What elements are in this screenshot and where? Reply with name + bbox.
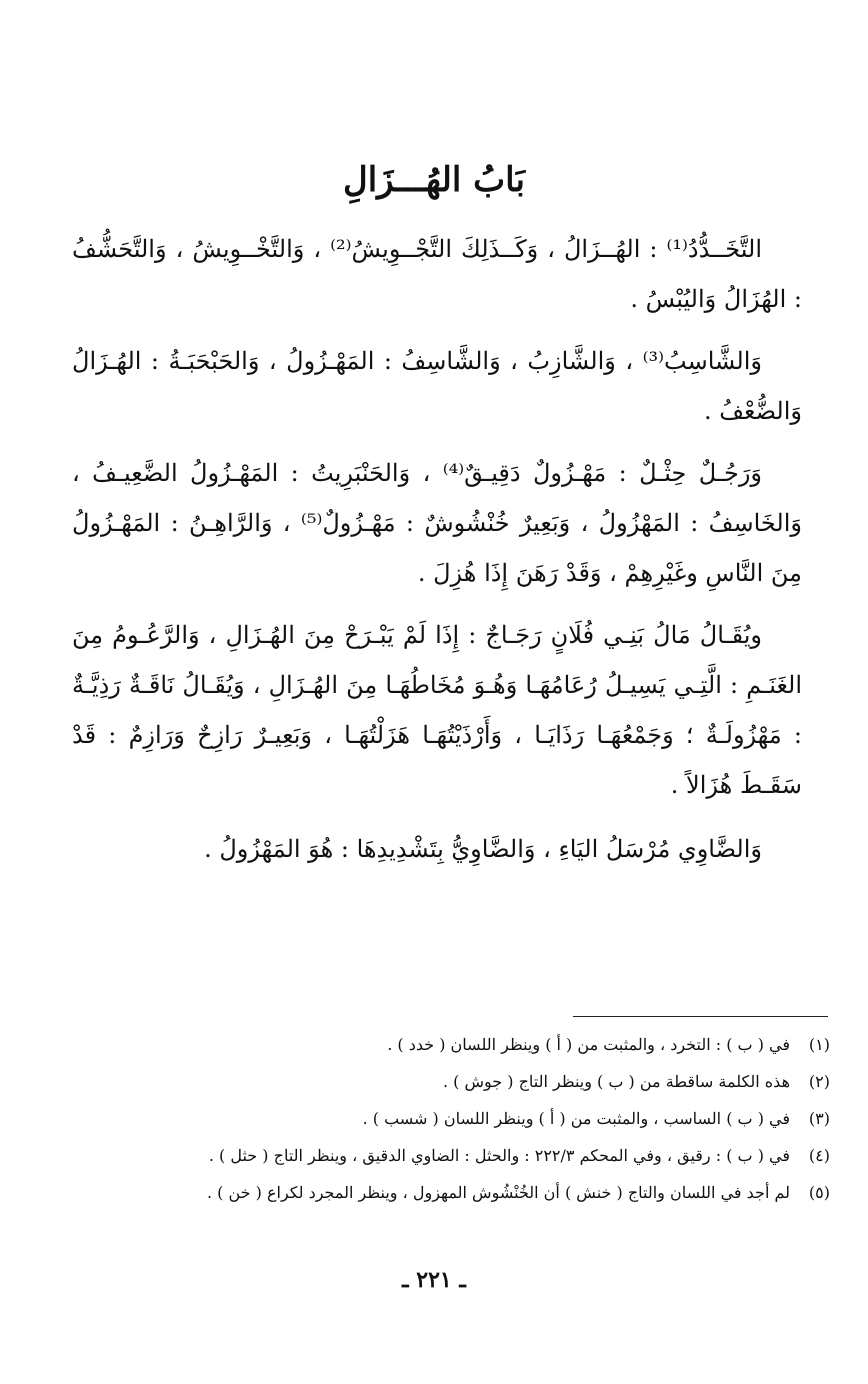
footnote-text: في ( ب ) : رقيق ، وفي المحكم ٢٢٢/٣ : والحثل : الضاوي الدقيق ، وينظر التاج ( حثل ) . <box>208 1146 790 1165</box>
page-number: ـ ٢٢١ ـ <box>402 1267 466 1293</box>
footnote-text: في ( ب ) : التخرد ، والمثبت من ( أ ) وينظر اللسان ( خدد ) . <box>387 1035 790 1054</box>
footnote-number: (١) <box>808 1035 830 1054</box>
footnotes <box>40 1026 830 1211</box>
footnote-number: (٤) <box>808 1146 830 1165</box>
paragraph: وَرَجُـلٌ حِثْـلٌ : مَهْـزُولٌ دَقِيـقٌ⁽⁴⁾ ، وَالحَنْبَرِيتُ : المَهْـزُولُ الضَّعِيـفُ ، وَالخَاسِفُ : المَهْزُولُ ، وَبَعِيرٌ خُنْشُوشٌ : مَهْـزُولٌ⁽⁵⁾ ، وَالرَّاهِـنُ : المَهْـزُولُ مِنَ النَّاسِ وغَيْرِهِمْ ، وَقَدْ رَهَنَ إِذَا هُزِلَ . <box>72 459 802 587</box>
chapter-title: بَابُ الهُـــزَالِ <box>343 160 525 200</box>
footnote-number: (٥) <box>808 1183 830 1202</box>
footnote-number: (٢) <box>808 1072 830 1091</box>
footnote <box>40 1100 830 1137</box>
body-text <box>72 224 802 886</box>
footnote <box>40 1026 830 1063</box>
footnote <box>40 1063 830 1100</box>
footnote-text: لم أجد في اللسان والتاج ( خنش ) أن الخُنْشُوش المهزول ، وينظر المجرد لكراع ( خن ) . <box>207 1183 790 1202</box>
paragraph: التَّخَــدُّدُ⁽¹⁾ : الهُــزَالُ ، وَكَــذَلِكَ التَّجْــوِيشُ⁽²⁾ ، وَالتَّخْــوِيشُ ، وَالتَّحَشُّفُ : الهُزَالُ وَاليُبْسُ . <box>72 235 802 313</box>
paragraph: وَالضَّاوِي مُرْسَلُ اليَاءِ ، وَالضَّاوِيُّ بِتَشْدِيدِهَا : هُوَ المَهْزُولُ . <box>204 835 762 863</box>
footnote-text: هذه الكلمة ساقطة من ( ب ) وينظر التاج ( جوش ) . <box>442 1072 790 1091</box>
footnote <box>40 1174 830 1211</box>
paragraph: ويُقَـالُ مَالُ بَنِـي فُلَانٍ رَجَـاجٌ : إِذَا لَمْ يَبْـرَحْ مِنَ الهُـزَالِ ، وَالرَّعُـومُ مِنَ الغَنَـمِ : الَّتِـي يَسِيـلُ رُعَامُهَـا وَهُـوَ مُخَاطُهَـا مِنَ الهُـزَالِ ، وَيُقَـالُ نَاقَـةٌ رَذِيَّـةٌ : مَهْزُولَـةٌ ؛ وَجَمْعُهَـا رَذَايَـا ، وَأَرْذَيْتُهَـا هَزَلْتُهَـا ، وَبَعِيـرٌ رَازِحٌ وَرَازِمٌ : قَدْ سَقَـطَ هُزَالاً . <box>72 621 802 799</box>
footnote-text: في ( ب ) الساسب ، والمثبت من ( أ ) وينظر اللسان ( شسب ) . <box>362 1109 790 1128</box>
paragraph: وَالشَّاسِبُ⁽³⁾ ، وَالشَّازِبُ ، وَالشَّاسِفُ : المَهْـزُولُ ، وَالحَبْحَبَـةُ : الهُـزَالُ وَالضُّعْفُ . <box>72 347 802 425</box>
footnote-number: (٣) <box>808 1109 830 1128</box>
footnote <box>40 1137 830 1174</box>
footnote-divider <box>573 1016 828 1017</box>
